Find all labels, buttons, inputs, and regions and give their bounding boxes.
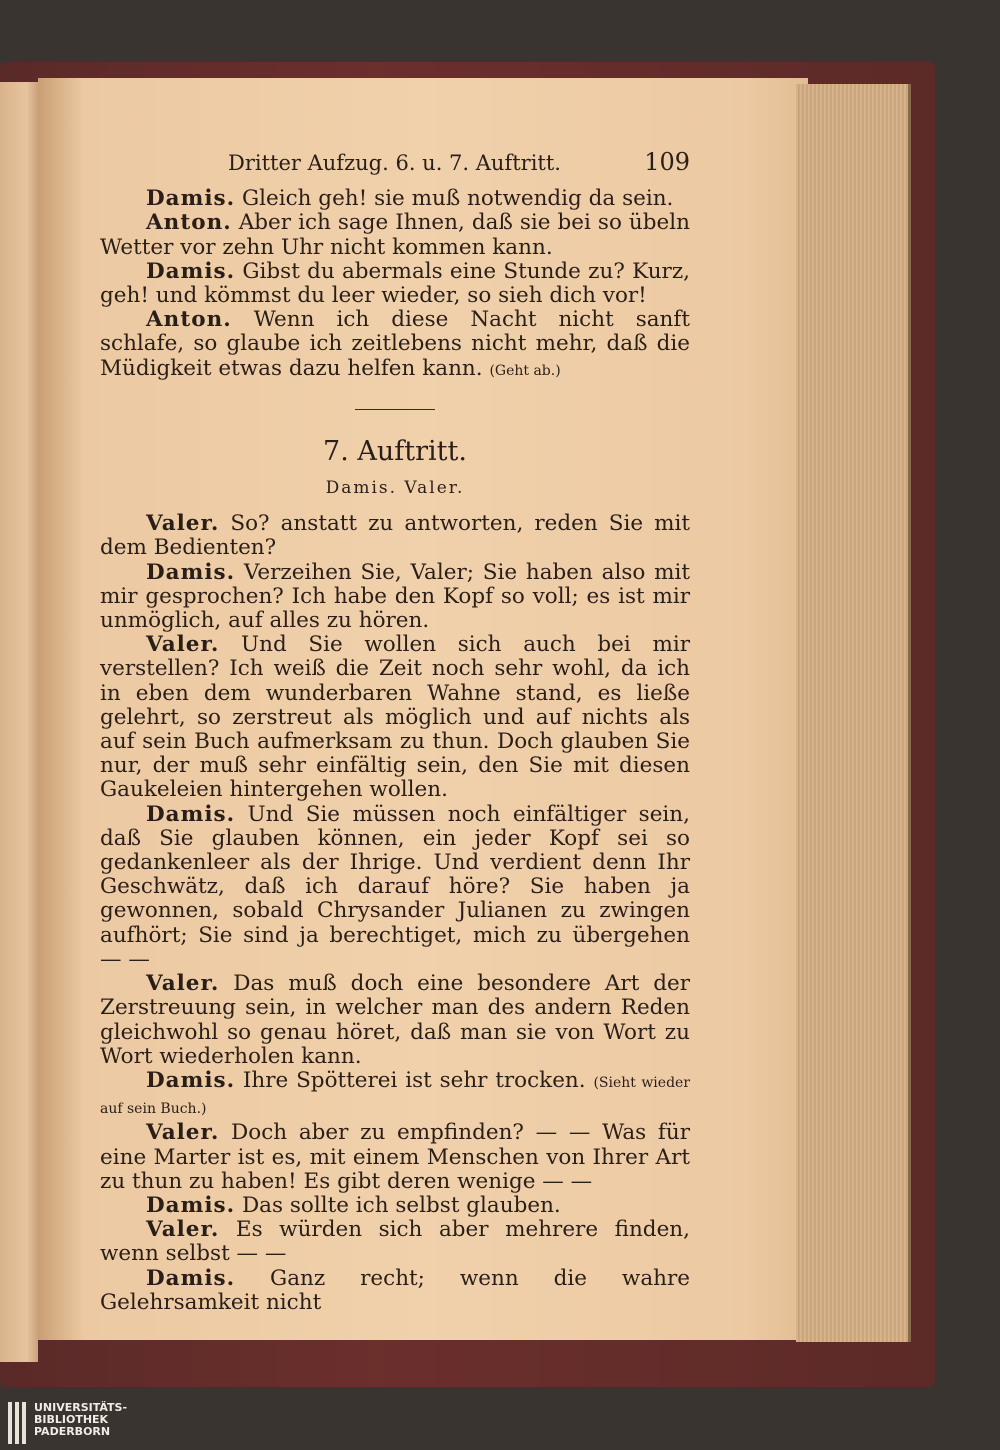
scene-6-text bbox=[100, 187, 690, 383]
scene-title: 7. Auftritt. bbox=[323, 435, 467, 467]
speaker: Damis. bbox=[146, 1067, 236, 1093]
logo-line: PADERBORN bbox=[34, 1425, 111, 1438]
speaker: Damis. bbox=[146, 258, 236, 284]
speech: Und Sie müssen noch einfältiger sein, daß Sie glauben können, ein jeder Kopf sei so gedankenleer als der Ihrige. Und verdient denn Ihr Geschwätz, daß ich darauf höre? Sie haben ja gewonnen, sobald Chrysander Julianen zu zwingen aufhört; Sie sind ja berechtiget, mich zu übergehen — — bbox=[100, 801, 690, 972]
speech: Und Sie wollen sich auch bei mir verstellen? Ich weiß die Zeit noch sehr wohl, da ich in eben dem wunderbaren Wahne stand, es ließe gelehrt, so zerstreut als möglich und auf nichts als auf sein Buch aufmerksam zu thun. Doch glauben Sie nur, der muß sehr einfältig sein, den Sie mit diesen Gaukeleien hintergehen wollen. bbox=[100, 632, 690, 803]
speaker: Valer. bbox=[146, 1217, 220, 1243]
dramatis-personae: Damis. Valer. bbox=[325, 478, 465, 499]
speaker: Damis. bbox=[146, 186, 236, 212]
speech-paragraph bbox=[100, 308, 690, 383]
speaker: Valer. bbox=[146, 971, 220, 997]
speaker: Anton. bbox=[146, 210, 232, 236]
speaker: Valer. bbox=[146, 511, 220, 537]
speech: Das muß doch eine besondere Art der Zerstreuung sein, in welcher man des andern Reden gleichwohl so genau höret, daß man sie von Wort zu Wort wiederholen kann. bbox=[100, 971, 690, 1069]
speech: Doch aber zu empfinden? — — Was für eine Marter ist es, mit einem Menschen von Ihrer Art zu thun zu haben! Es gibt deren wenige — — bbox=[100, 1120, 690, 1194]
speech-paragraph bbox=[100, 1218, 690, 1266]
logo-line: UNIVERSITÄTS- bbox=[34, 1401, 128, 1414]
speech-paragraph bbox=[100, 803, 690, 972]
speech: Gibst du abermals eine Stunde zu? Kurz, geh! und kömmst du leer wieder, so sieh dich vor! bbox=[100, 258, 690, 309]
speech-paragraph bbox=[100, 1069, 690, 1121]
speech-paragraph bbox=[100, 972, 690, 1069]
speech-paragraph bbox=[100, 1194, 690, 1218]
speaker: Damis. bbox=[146, 1192, 236, 1218]
speaker: Anton. bbox=[146, 307, 232, 333]
library-logo bbox=[8, 1402, 127, 1444]
speech: Gleich geh! sie muß notwendig da sein. bbox=[241, 186, 674, 212]
speech-paragraph bbox=[100, 211, 690, 259]
speaker: Damis. bbox=[146, 559, 236, 585]
stage-direction: (Sieht wieder auf sein Buch.) bbox=[100, 1074, 691, 1118]
speech-paragraph bbox=[100, 260, 690, 308]
speech: Ganz recht; wenn die wahre Gelehrsamkeit nicht bbox=[100, 1265, 691, 1315]
logo-line: BIBLIOTHEK bbox=[34, 1413, 109, 1426]
speech: So? anstatt zu antworten, reden Sie mit dem Bedienten? bbox=[100, 511, 690, 561]
speech-paragraph bbox=[100, 633, 690, 802]
left-page-edge bbox=[0, 82, 38, 1362]
running-header bbox=[100, 150, 690, 175]
page-text bbox=[100, 150, 690, 1315]
stage-direction: (Geht ab.) bbox=[489, 362, 561, 379]
speaker: Valer. bbox=[146, 632, 220, 658]
library-logo-icon bbox=[8, 1402, 26, 1444]
page-number: 109 bbox=[644, 148, 690, 176]
page-edges bbox=[796, 84, 911, 1342]
speech-paragraph bbox=[100, 1267, 690, 1315]
section-divider bbox=[355, 409, 435, 410]
scene-7-text bbox=[100, 512, 690, 1315]
speaker: Valer. bbox=[146, 1120, 220, 1146]
speech-paragraph bbox=[100, 187, 690, 211]
speech: Es würden sich aber mehrere finden, wenn selbst — — bbox=[100, 1217, 690, 1267]
speech-paragraph bbox=[100, 561, 690, 634]
speech: Wenn ich diese Nacht nicht sanft schlafe, so glaube ich zeitlebens nicht mehr, daß die Müdigkeit etwas dazu helfen kann. bbox=[100, 307, 690, 381]
speaker: Damis. bbox=[146, 801, 236, 827]
speech: Verzeihen Sie, Valer; Sie haben also mit mir gesprochen? Ich habe den Kopf so voll; es ist mir unmöglich, auf alles zu hören. bbox=[100, 559, 690, 634]
speech: Aber ich sage Ihnen, daß sie bei so übeln Wetter vor zehn Uhr nicht kommen kann. bbox=[100, 210, 690, 260]
running-title: Dritter Aufzug. 6. u. 7. Auftritt. bbox=[228, 151, 561, 175]
speech: Ihre Spötterei ist sehr trocken. bbox=[242, 1067, 586, 1093]
speech-paragraph bbox=[100, 1121, 690, 1194]
speech-paragraph bbox=[100, 512, 690, 560]
library-logo-text bbox=[34, 1402, 127, 1438]
speaker: Damis. bbox=[146, 1265, 236, 1291]
speech: Das sollte ich selbst glauben. bbox=[241, 1192, 561, 1218]
